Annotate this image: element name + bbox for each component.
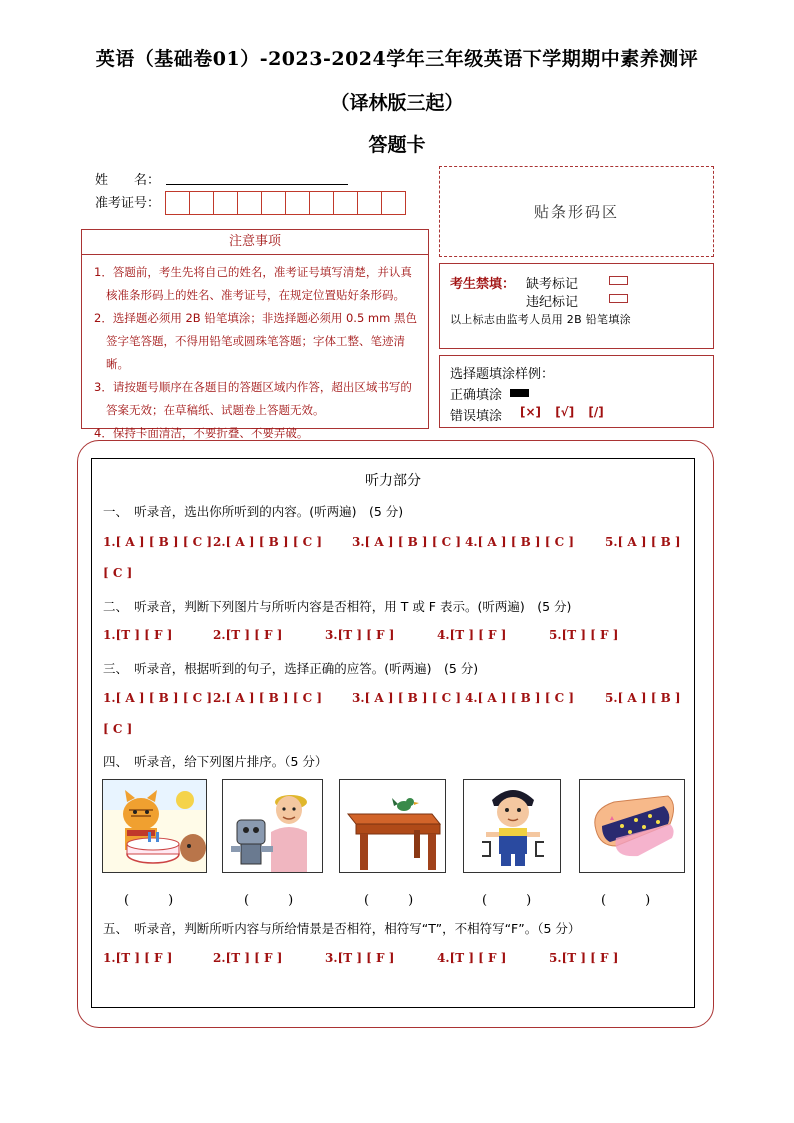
tf-answer[interactable]: 2.[T ] [ F ]	[213, 628, 283, 642]
id-digit-box[interactable]	[165, 191, 190, 215]
id-digit-box[interactable]	[237, 191, 262, 215]
picture-table-with-bird	[339, 779, 446, 873]
tf-answer[interactable]: 1.[T ] [ F ]	[103, 628, 173, 642]
order-blank[interactable]: ( )	[601, 893, 651, 908]
question-1-title: 一、 听录音，选出你所听到的内容。(听两遍) (5 分)	[103, 504, 404, 519]
answer-card-title: 答题卡	[368, 134, 426, 156]
order-blank[interactable]: ( )	[244, 893, 294, 908]
answer-choice[interactable]: 1.[ A ] [ B ] [ C ]	[103, 535, 213, 549]
question-5-title: 五、 听录音，判断所听内容与所给情景是否相符，相符写“T”，不相符写“F”。（5 分）	[103, 921, 581, 936]
correct-fill-label: 正确填涂	[450, 388, 503, 403]
picture-eraser	[579, 779, 685, 873]
answer-choice[interactable]: [ C ]	[103, 722, 133, 736]
answer-choice[interactable]: 5.[ A ] [ B ]	[605, 535, 681, 549]
notice-heading: 注意事项	[82, 230, 428, 255]
proctor-heading: 考生禁填：	[450, 277, 516, 292]
tf-answer[interactable]: 5.[T ] [ F ]	[549, 628, 619, 642]
exam-edition: （译林版三起）	[330, 92, 464, 114]
barcode-label: 贴条形码区	[533, 203, 619, 221]
answer-choice[interactable]: 4.[ A ] [ B ] [ C ]	[465, 535, 575, 549]
exam-id-boxes[interactable]	[165, 191, 405, 215]
tf-answer[interactable]: 5.[T ] [ F ]	[549, 951, 619, 965]
order-blank[interactable]: ( )	[124, 893, 174, 908]
proctor-only-box	[439, 263, 714, 349]
fill-sample-heading: 选择题填涂样例：	[450, 367, 555, 382]
question-4-title: 四、 听录音，给下列图片排序。（5 分）	[103, 754, 328, 769]
id-digit-box[interactable]	[213, 191, 238, 215]
notice-box	[81, 229, 429, 440]
correct-fill-example	[510, 389, 529, 397]
picture-man-with-robot	[222, 779, 323, 873]
id-digit-box[interactable]	[309, 191, 334, 215]
id-digit-box[interactable]	[261, 191, 286, 215]
exam-title: 英语（基础卷01）-2023-2024学年三年级英语下学期期中素养测评	[95, 48, 699, 70]
tf-answer[interactable]: 2.[T ] [ F ]	[213, 951, 283, 965]
exam-id-label: 准考证号：	[95, 196, 161, 211]
notice-item: 2．选择题必须用 2B 铅笔填涂；非选择题必须用 0.5 mm 黑色签字笔答题，不得用铅笔或圆珠笔答题；字体工整、笔迹清晰。	[94, 311, 417, 371]
picture-boy	[463, 779, 561, 873]
id-digit-box[interactable]	[381, 191, 406, 215]
tf-answer[interactable]: 4.[T ] [ F ]	[437, 628, 507, 642]
violation-mark-box[interactable]	[609, 294, 628, 303]
question-3-title: 三、 听录音，根据听到的句子，选择正确的应答。(听两遍) (5 分)	[103, 661, 479, 676]
absent-mark-box[interactable]	[609, 276, 628, 285]
question-2-title: 二、 听录音，判断下列图片与所听内容是否相符，用 T 或 F 表示。(听两遍) (5 分)	[103, 599, 572, 614]
answer-choice[interactable]: 2.[ A ] [ B ] [ C ]	[213, 691, 323, 705]
picture-cat-birthday-cake	[102, 779, 207, 873]
answer-choice[interactable]: [ C ]	[103, 566, 133, 580]
listening-title: 听力部分	[365, 473, 421, 489]
wrong-fill-label: 错误填涂	[450, 409, 503, 424]
absent-mark-label: 缺考标记	[526, 277, 579, 292]
answer-choice[interactable]: 4.[ A ] [ B ] [ C ]	[465, 691, 575, 705]
answer-choice[interactable]: 1.[ A ] [ B ] [ C ]	[103, 691, 213, 705]
order-blank[interactable]: ( )	[482, 893, 532, 908]
id-digit-box[interactable]	[357, 191, 382, 215]
tf-answer[interactable]: 3.[T ] [ F ]	[325, 951, 395, 965]
answer-choice[interactable]: 2.[ A ] [ B ] [ C ]	[213, 535, 323, 549]
proctor-note: 以上标志由监考人员用 2B 铅笔填涂	[450, 313, 631, 326]
id-digit-box[interactable]	[333, 191, 358, 215]
tf-answer[interactable]: 3.[T ] [ F ]	[325, 628, 395, 642]
wrong-fill-examples: [×] [√] [/]	[520, 405, 604, 419]
violation-mark-label: 违纪标记	[526, 295, 579, 310]
id-digit-box[interactable]	[189, 191, 214, 215]
fill-sample-box	[439, 355, 714, 428]
tf-answer[interactable]: 4.[T ] [ F ]	[437, 951, 507, 965]
tf-answer[interactable]: 1.[T ] [ F ]	[103, 951, 173, 965]
name-field[interactable]	[166, 184, 348, 185]
notice-item: 3．请按题号顺序在各题目的答题区域内作答，超出区域书写的答案无效；在草稿纸、试题卷上答题无效。	[94, 380, 412, 417]
answer-choice[interactable]: 3.[ A ] [ B ] [ C ]	[352, 691, 462, 705]
notice-item: 4．保持卡面清洁，不要折叠、不要弄破。	[94, 426, 309, 440]
barcode-area	[439, 166, 714, 257]
answer-choice[interactable]: 3.[ A ] [ B ] [ C ]	[352, 535, 462, 549]
name-label: 姓 名：	[95, 173, 161, 188]
order-blank[interactable]: ( )	[364, 893, 414, 908]
notice-item: 1．答题前，考生先将自己的姓名，准考证号填写清楚，并认真核准条形码上的姓名、准考证号，在规定位置贴好条形码。	[94, 265, 412, 302]
id-digit-box[interactable]	[285, 191, 310, 215]
answer-choice[interactable]: 5.[ A ] [ B ]	[605, 691, 681, 705]
